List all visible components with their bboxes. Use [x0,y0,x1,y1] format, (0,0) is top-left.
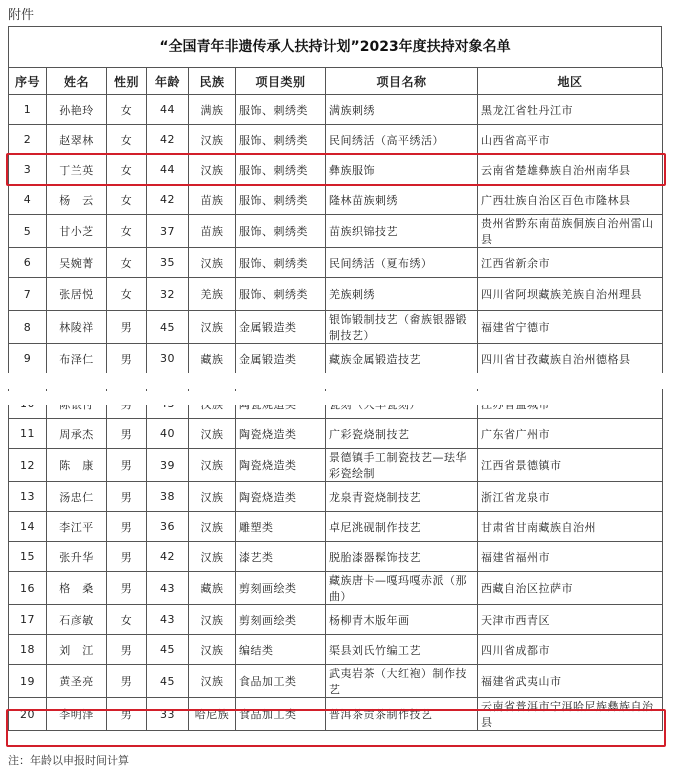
cell-project: 脱胎漆器髹饰技艺 [326,542,478,572]
cell-name: 赵翠林 [47,125,107,155]
cell-project: 藏族唐卡—嘎玛嘎赤派（那曲） [326,572,478,605]
table-row [9,248,663,278]
cell-category: 食品加工类 [236,665,326,698]
cell-name: 陈 康 [47,449,107,482]
cell-ethnicity: 汉族 [189,635,236,665]
cell-age: 35 [147,248,189,278]
cell-category: 服饰、刺绣类 [236,215,326,248]
cell-gender: 女 [107,278,147,311]
cell-index: 14 [9,512,47,542]
cell-gender: 男 [107,449,147,482]
cell-age: 43 [147,572,189,605]
table-row [9,512,663,542]
cell-name: 黄圣亮 [47,665,107,698]
cell-ethnicity: 哈尼族 [189,698,236,731]
cell-ethnicity: 汉族 [189,605,236,635]
cell-category: 服饰、刺绣类 [236,95,326,125]
cell-name: 吴婉菁 [47,248,107,278]
cell-project: 民间绣活（夏布绣） [326,248,478,278]
cell-age: 38 [147,482,189,512]
cell-name: 布泽仁 [47,344,107,382]
cell-region: 江西省新余市 [478,248,663,278]
cell-region: 江西省景德镇市 [478,449,663,482]
cell-index: 18 [9,635,47,665]
cell-age: 44 [147,155,189,185]
cell-age: 40 [147,419,189,449]
cell-name: 周承杰 [47,419,107,449]
table-row [9,449,663,482]
cell-project: 银饰锻制技艺（畲族银器锻制技艺） [326,311,478,344]
cell-project: 民间绣活（高平绣活） [326,125,478,155]
cell-region: 四川省甘孜藏族自治州德格县 [478,344,663,382]
list-sheet [8,26,662,731]
highlight-box-row-3 [6,153,666,186]
cell-region: 福建省福州市 [478,542,663,572]
cell-gender: 男 [107,698,147,731]
cell-region: 甘肃省甘南藏族自治州 [478,512,663,542]
table-row [9,95,663,125]
cell-region: 黑龙江省牡丹江市 [478,95,663,125]
cell-name: 汤忠仁 [47,482,107,512]
cell-ethnicity: 汉族 [189,482,236,512]
cell-name: 甘小芝 [47,215,107,248]
cell-index: 4 [9,185,47,215]
cell-name: 刘 江 [47,635,107,665]
cell-ethnicity: 苗族 [189,185,236,215]
cell-index: 2 [9,125,47,155]
cell-region: 西藏自治区拉萨市 [478,572,663,605]
cell-age: 44 [147,95,189,125]
cell-age: 42 [147,542,189,572]
cell-ethnicity: 汉族 [189,419,236,449]
cell-age: 33 [147,698,189,731]
cell-region: 四川省成都市 [478,635,663,665]
cell-gender: 男 [107,572,147,605]
cell-gender: 女 [107,605,147,635]
cell-index: 20 [9,698,47,731]
cell-gender: 男 [107,344,147,382]
cell-ethnicity: 汉族 [189,125,236,155]
col-header-category: 项目类别 [236,68,326,95]
cell-age: 30 [147,344,189,382]
cell-project: 隆林苗族刺绣 [326,185,478,215]
table-row [9,635,663,665]
cell-gender: 男 [107,482,147,512]
cell-gender: 女 [107,248,147,278]
cell-ethnicity: 汉族 [189,449,236,482]
cell-region: 天津市西青区 [478,605,663,635]
cell-category: 陶瓷烧造类 [236,482,326,512]
table-row [9,215,663,248]
cell-category: 雕塑类 [236,512,326,542]
table-header-row [9,68,663,95]
cell-project: 普洱茶贡茶制作技艺 [326,698,478,731]
cell-category: 服饰、刺绣类 [236,125,326,155]
cell-category: 剪刻画绘类 [236,572,326,605]
cell-gender: 男 [107,635,147,665]
cell-project: 苗族织锦技艺 [326,215,478,248]
highlight-box-row-20 [6,709,666,747]
cell-project: 羌族刺绣 [326,278,478,311]
cell-name: 格 桑 [47,572,107,605]
cell-category: 漆艺类 [236,542,326,572]
table-row [9,125,663,155]
cell-index: 7 [9,278,47,311]
cell-name: 丁兰英 [47,155,107,185]
cell-index: 16 [9,572,47,605]
table-row [9,605,663,635]
col-header-ethnicity: 民族 [189,68,236,95]
cell-index: 6 [9,248,47,278]
footnote: 注：年龄以申报时间计算 [8,754,129,767]
cell-name: 张居悦 [47,278,107,311]
cell-ethnicity: 汉族 [189,155,236,185]
cell-index: 9 [9,344,47,382]
cell-ethnicity: 羌族 [189,278,236,311]
cell-ethnicity: 汉族 [189,512,236,542]
cell-age: 45 [147,665,189,698]
cell-category: 剪刻画绘类 [236,605,326,635]
cell-category: 服饰、刺绣类 [236,155,326,185]
cell-age: 37 [147,215,189,248]
cell-region: 四川省阿坝藏族羌族自治州理县 [478,278,663,311]
cell-index: 11 [9,419,47,449]
page-break-gap [8,391,662,405]
cell-ethnicity: 汉族 [189,665,236,698]
cell-region: 福建省宁德市 [478,311,663,344]
table-row [9,572,663,605]
cell-region: 云南省楚雄彝族自治州南华县 [478,155,663,185]
cell-project: 藏族金属锻造技艺 [326,344,478,382]
table-row [9,344,663,382]
cell-region: 广西壮族自治区百色市隆林县 [478,185,663,215]
col-header-age: 年龄 [147,68,189,95]
cell-category: 编结类 [236,635,326,665]
cell-category: 金属锻造类 [236,344,326,382]
table-row [9,311,663,344]
cell-index: 1 [9,95,47,125]
cell-project: 卓尼洮砚制作技艺 [326,512,478,542]
cell-age: 42 [147,185,189,215]
cell-project: 渠县刘氏竹编工艺 [326,635,478,665]
col-header-region: 地区 [478,68,663,95]
cell-index: 12 [9,449,47,482]
cell-age: 43 [147,605,189,635]
cell-gender: 女 [107,155,147,185]
col-header-name: 姓名 [47,68,107,95]
cell-name: 石彦敏 [47,605,107,635]
cell-index: 15 [9,542,47,572]
cell-category: 服饰、刺绣类 [236,278,326,311]
cell-index: 3 [9,155,47,185]
cell-category: 金属锻造类 [236,311,326,344]
cell-gender: 男 [107,419,147,449]
cell-gender: 男 [107,512,147,542]
cell-region: 山西省高平市 [478,125,663,155]
table-body [9,95,663,731]
cell-name: 林陵祥 [47,311,107,344]
cell-region: 福建省武夷山市 [478,665,663,698]
cell-name: 孙艳玲 [47,95,107,125]
cell-index: 5 [9,215,47,248]
cell-age: 45 [147,311,189,344]
cell-project: 杨柳青木版年画 [326,605,478,635]
cell-gender: 女 [107,125,147,155]
cell-gender: 女 [107,215,147,248]
cell-age: 42 [147,125,189,155]
cell-category: 陶瓷烧造类 [236,449,326,482]
cell-project: 景德镇手工制瓷技艺—珐华彩瓷绘制 [326,449,478,482]
cell-category: 陶瓷烧造类 [236,419,326,449]
cell-age: 32 [147,278,189,311]
cell-category: 服饰、刺绣类 [236,185,326,215]
cell-gender: 女 [107,185,147,215]
cell-ethnicity: 满族 [189,95,236,125]
cell-gender: 男 [107,665,147,698]
cell-index: 13 [9,482,47,512]
cell-ethnicity: 藏族 [189,344,236,382]
cell-name: 杨 云 [47,185,107,215]
table-row [9,542,663,572]
table-row [9,665,663,698]
cell-index: 8 [9,311,47,344]
cell-age: 39 [147,449,189,482]
col-header-gender: 性别 [107,68,147,95]
attachment-label: 附件 [8,8,35,23]
cell-category: 服饰、刺绣类 [236,248,326,278]
cell-index: 17 [9,605,47,635]
cell-ethnicity: 苗族 [189,215,236,248]
cell-ethnicity: 汉族 [189,542,236,572]
cell-region: 浙江省龙泉市 [478,482,663,512]
cell-region: 云南省普洱市宁洱哈尼族彝族自治县 [478,698,663,731]
table-title: “全国青年非遗传承人扶持计划”2023年度扶持对象名单 [8,26,662,67]
cell-category: 食品加工类 [236,698,326,731]
cell-project: 彝族服饰 [326,155,478,185]
cell-name: 张升华 [47,542,107,572]
cell-age: 36 [147,512,189,542]
col-header-project: 项目名称 [326,68,478,95]
cell-project: 广彩瓷烧制技艺 [326,419,478,449]
cell-region: 广东省广州市 [478,419,663,449]
cell-project: 龙泉青瓷烧制技艺 [326,482,478,512]
cell-ethnicity: 汉族 [189,311,236,344]
table-row [9,185,663,215]
table-row [9,482,663,512]
cell-gender: 女 [107,95,147,125]
cell-index: 19 [9,665,47,698]
cell-gender: 男 [107,311,147,344]
cell-project: 武夷岩茶（大红袍）制作技艺 [326,665,478,698]
cell-gender: 男 [107,542,147,572]
cell-name: 李明泽 [47,698,107,731]
cell-age: 45 [147,635,189,665]
cell-region: 贵州省黔东南苗族侗族自治州雷山县 [478,215,663,248]
cell-name: 李江平 [47,512,107,542]
cell-ethnicity: 汉族 [189,248,236,278]
col-header-index: 序号 [9,68,47,95]
table-row [9,278,663,311]
cell-ethnicity: 藏族 [189,572,236,605]
cell-project: 满族刺绣 [326,95,478,125]
table-row [9,419,663,449]
